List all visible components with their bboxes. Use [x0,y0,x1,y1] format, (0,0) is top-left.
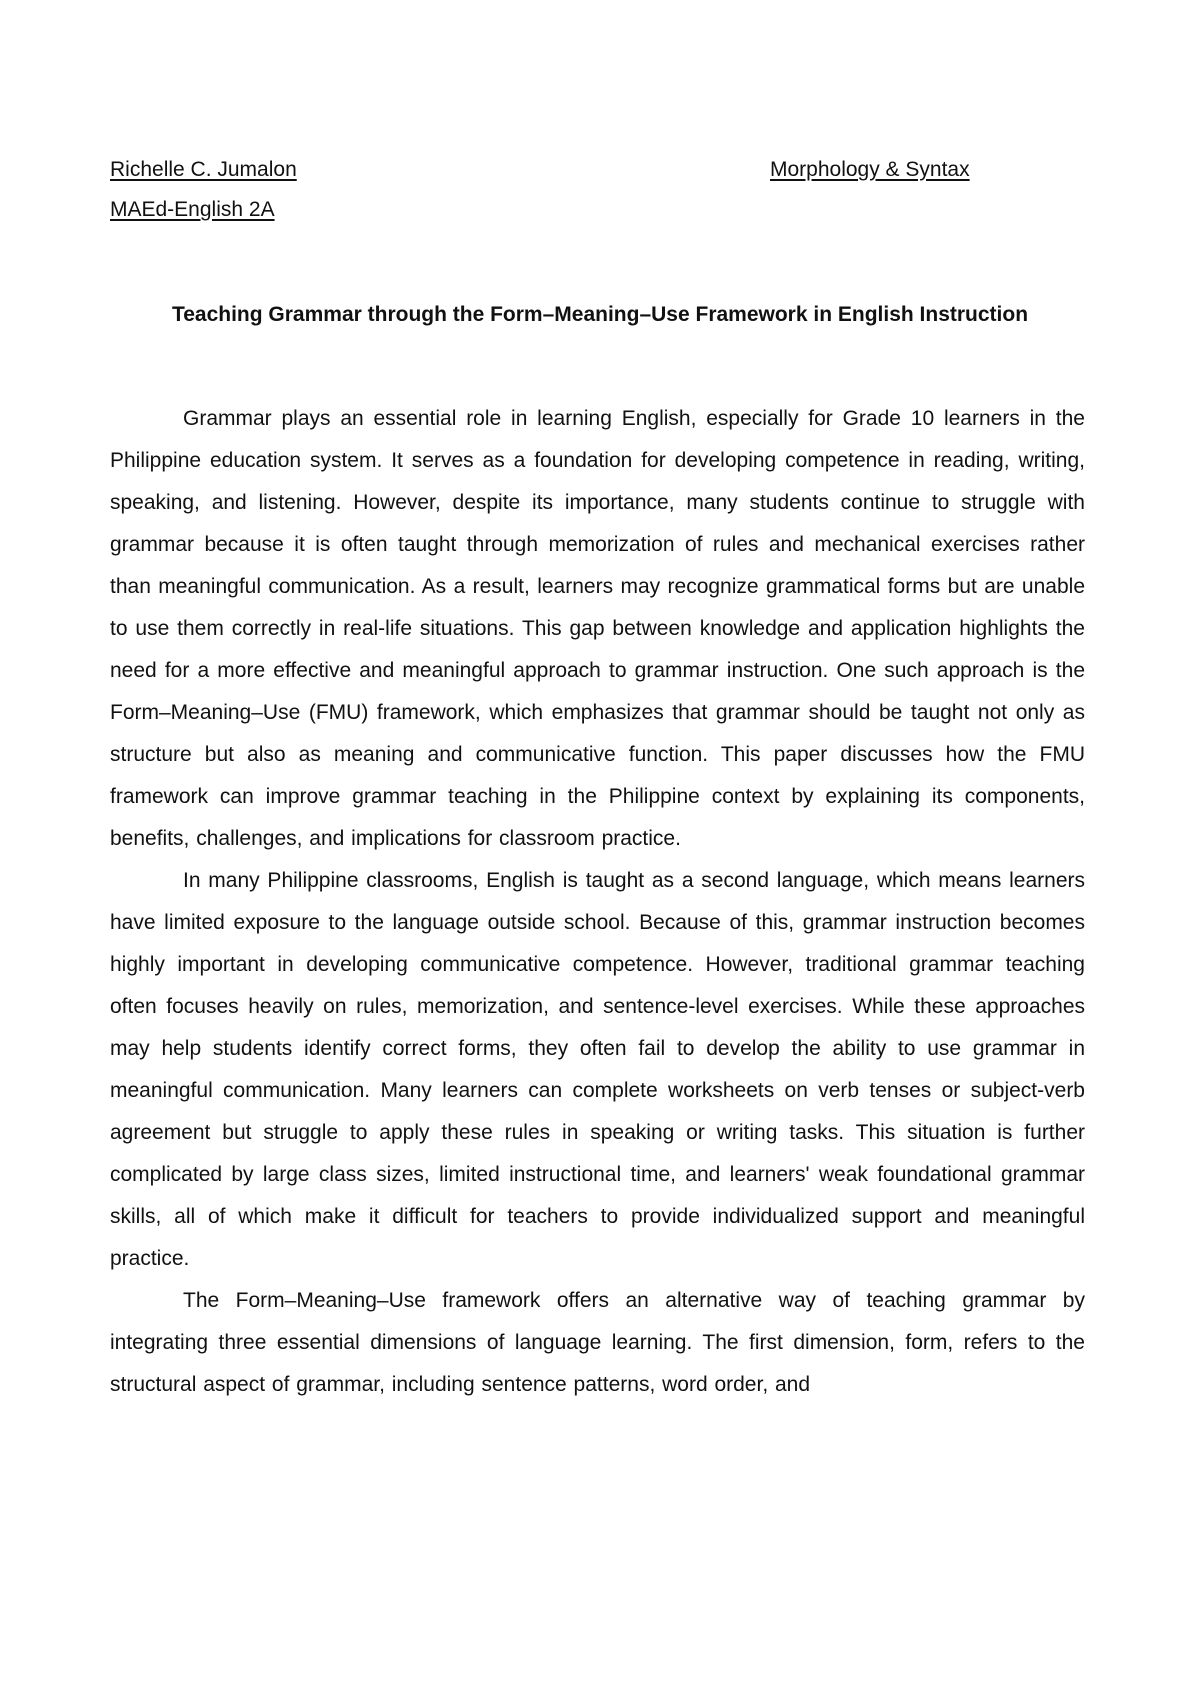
paragraph-introduction: Grammar plays an essential role in learning English, especially for Grade 10 learners in the Philippine education system. It serves as a foundation for developing competence in reading, writing, speaking, and listening. However, despite its importance, many students continue to struggle with grammar because it is often taught through memorization of rules and mechanical exercises rather than meaningful communication. As a result, learners may recognize grammatical forms but are unable to use them correctly in real-life situations. This gap between knowledge and application highlights the need for a more effective and meaningful approach to grammar instruction. One such approach is the Form–Meaning–Use (FMU) framework, which emphasizes that grammar should be taught not only as structure but also as meaning and communicative function. This paper discusses how the FMU framework can improve grammar teaching in the Philippine context by explaining its components, benefits, challenges, and implications for classroom practice. [110,407,1085,850]
document-body [110,398,1085,1406]
program-name: MAEd-English 2A [110,198,275,221]
document-header [110,155,1090,185]
paragraph-philippine-context: In many Philippine classrooms, English is taught as a second language, which means learners have limited exposure to the language outside school. Because of this, grammar instruction becomes highly important in developing communicative competence. However, traditional grammar teaching often focuses heavily on rules, memorization, and sentence-level exercises. While these approaches may help students identify correct forms, they often fail to develop the ability to use grammar in meaningful communication. Many learners can complete worksheets on verb tenses or subject-verb agreement but struggle to apply these rules in speaking or writing tasks. This situation is further complicated by large class sizes, limited instructional time, and learners' weak foundational grammar skills, all of which make it difficult for teachers to provide individualized support and meaningful practice. [110,869,1085,1270]
paragraph-fmu-framework: The Form–Meaning–Use framework offers an alternative way of teaching grammar by integrating three essential dimensions of language learning. The first dimension, form, refers to the structural aspect of grammar, including sentence patterns, word order, and [110,1289,1085,1396]
author-name: Richelle C. Jumalon [110,158,297,181]
document-title: Teaching Grammar through the Form–Meaning–Use Framework in English Instruction [171,303,1029,327]
course-name: Morphology & Syntax [770,158,970,181]
